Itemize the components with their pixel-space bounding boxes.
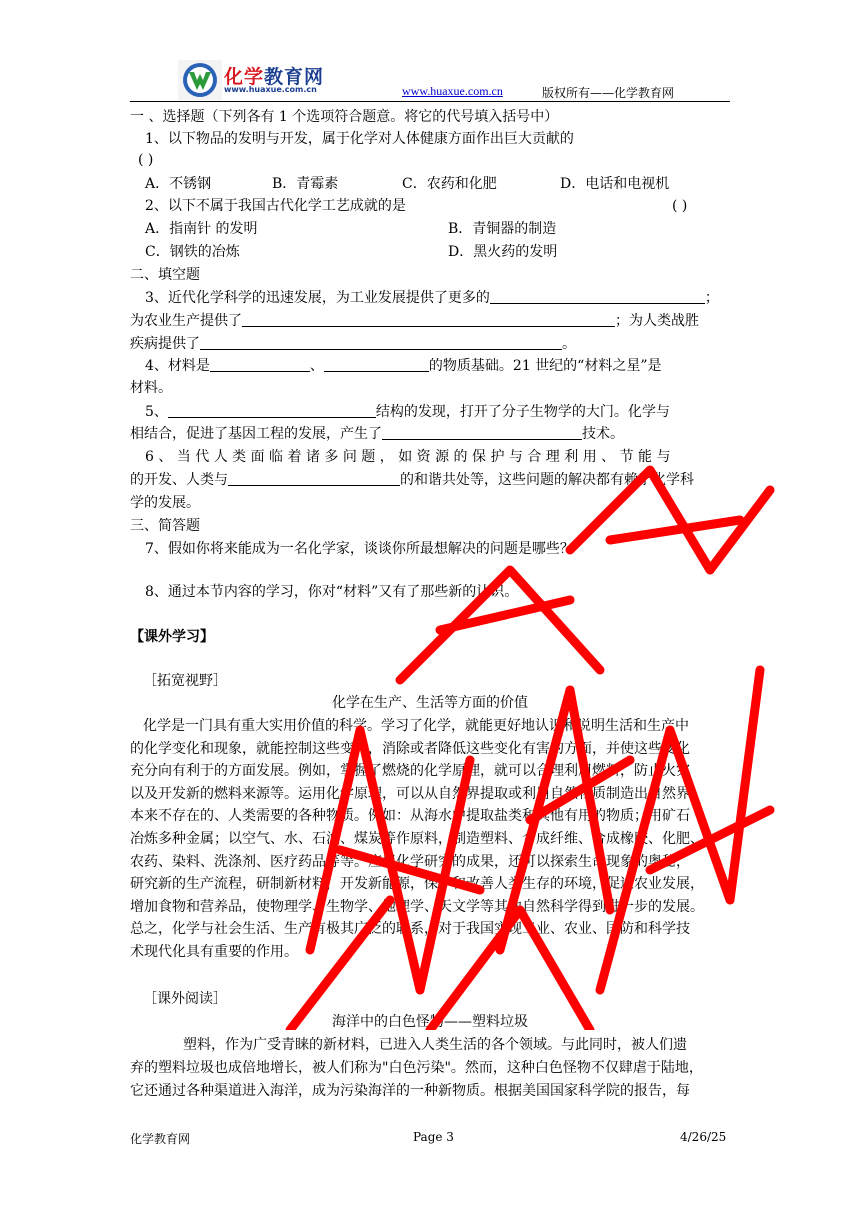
q2-option-c: C．钢铁的冶炼 [145, 244, 240, 260]
section2-title: 二、填空题 [130, 267, 200, 283]
article1-line: 增加食物和营养品，使物理学、生物学、地理学、天文学等其他自然科学得到进一步的发展。 [130, 898, 704, 915]
site-logo[interactable] [178, 60, 388, 100]
question-1: 1、以下物品的发明与开发，属于化学对人体健康方面作出巨大贡献的 [145, 131, 574, 147]
question-6-line1: 6 、 当 代 人 类 面 临 着 诸 多 问 题 ， 如 资 源 的 保 护 与 合 理 利 用 、 节 能 与 [145, 449, 671, 465]
q4-text-a: 4、材料是 [145, 358, 210, 374]
question-3-line3 [130, 335, 576, 353]
question-4-line2: 材料。 [130, 380, 172, 396]
q2-option-b: B．青铜器的制造 [448, 221, 557, 237]
q5-text-a-end: 结构的发现，打开了分子生物学的大门。化学与 [375, 404, 670, 420]
q1-option-a: A．不锈钢 [145, 176, 212, 192]
question-2: 2、以下不属于我国古代化学工艺成就的是 [145, 198, 406, 214]
site-url-link[interactable]: www.huaxue.com.cn [402, 84, 503, 98]
q6-blank-1 [228, 471, 400, 486]
q3-text-a: 3、近代化学科学的迅速发展，为工业发展提供了更多的 [145, 290, 490, 306]
footer-left: 化学教育网 [130, 1132, 191, 1146]
q3-text-c-end: 。 [562, 336, 576, 352]
q6-text-b: 的开发、人类与 [130, 472, 228, 488]
logo-name-red: 化学 [224, 66, 265, 88]
article1-line: 以及开发新的燃料来源等。运用化学原理，可以从自然界提取或利用自然物质制造出自然界 [130, 785, 690, 802]
question-5-line1 [145, 403, 670, 421]
q3-blank-2 [242, 312, 615, 327]
article1-title: 化学在生产、生活等方面的价值 [332, 695, 528, 711]
question-4-line1 [145, 357, 662, 375]
q1-option-b: B．青霉素 [272, 176, 339, 192]
article2-line: 弃的塑料垃圾也成倍地增长，被人们称为"白色污染"。然而，这种白色怪物不仅肆虐于陆地， [130, 1060, 703, 1076]
question-3-line2 [130, 312, 699, 330]
question-3-line1 [145, 289, 719, 307]
article1-line: 研究新的生产流程，研制新材料，开发新能源，保护和改善人类生存的环境，促进农业发展， [130, 876, 704, 893]
logo-name-blue: 教育网 [264, 66, 325, 88]
q5-text-b: 相结合，促进了基因工程的发展，产生了 [130, 426, 382, 442]
q3-text-a-end: ； [704, 290, 719, 306]
question-7: 7、假如你将来能成为一名化学家，谈谈你所最想解决的问题是哪些？ [145, 541, 574, 557]
q3-blank-3 [200, 335, 562, 350]
article1-line: 总之，化学与社会生活、生产有极其广泛的联系，对于我国实现工业、农业、国防和科学技 [130, 921, 690, 938]
q3-blank-1 [490, 289, 705, 304]
broaden-horizon-label: ［拓宽视野］ [143, 673, 227, 689]
q5-blank-2 [382, 425, 582, 440]
article2-line: 它还通过各种渠道进入海洋，成为污染海洋的一种新物质。根据美国国家科学院的报告，每 [130, 1083, 690, 1099]
article1-line: 术现代化具有重要的作用。 [130, 944, 298, 960]
q5-blank-1 [168, 403, 376, 418]
footer-date: 4/26/25 [680, 1130, 727, 1144]
q4-blank-1 [210, 357, 310, 372]
logo-url: www.huaxue.com.cn [224, 85, 317, 94]
question-1-answer-paren: ( ) [138, 152, 154, 168]
q2-option-d: D．黑火药的发明 [448, 244, 558, 260]
q4-blank-2 [324, 357, 429, 372]
q4-text-a-end: 的物质基础。21 世纪的“材料之星”是 [428, 358, 662, 374]
copyright-text: 版权所有——化学教育网 [542, 86, 675, 100]
q3-text-b-end: ；为人类战胜 [615, 313, 699, 329]
q5-text-b-end: 技术。 [582, 426, 624, 442]
question-5-line2 [130, 425, 624, 443]
section3-title: 三、简答题 [130, 518, 200, 534]
logo-emblem-icon [178, 60, 222, 100]
extra-reading-label: ［课外阅读］ [143, 991, 227, 1007]
question-2-answer-paren: ( ) [672, 198, 688, 214]
q1-option-d: D．电话和电视机 [560, 176, 670, 192]
article2-line: 塑料，作为广受青睐的新材料，已进入人类生活的各个领域。与此同时，被人们遗 [183, 1037, 687, 1053]
q5-text-a: 5、 [145, 404, 168, 420]
article1-line: 农药、染料、洗涤剂、医疗药品等等。应用化学研究的成果，还可以探索生命现象的奥秘， [130, 853, 690, 870]
header-divider [130, 101, 730, 102]
article1-line: 化学是一门具有重大实用价值的科学。学习了化学，就能更好地认识和说明生活和生产中 [143, 718, 689, 734]
q4-separator: 、 [309, 358, 324, 374]
q2-option-a: A．指南针 的发明 [145, 221, 258, 237]
question-6-line3: 学的发展。 [130, 495, 200, 511]
q3-text-b: 为农业生产提供了 [130, 313, 242, 329]
article1-line: 的化学变化和现象，就能控制这些变化，消除或者降低这些变化有害的方面，并使这些变化 [130, 740, 690, 757]
article1-line: 冶炼多种金属；以空气、水、石油、煤炭等作原料，制造塑料、合成纤维、合成橡胶、化肥、 [130, 831, 704, 847]
article2-title: 海洋中的白色怪物——塑料垃圾 [332, 1014, 528, 1030]
q6-text-b-end: 的和谐共处等，这些问题的解决都有赖于化学科 [400, 472, 694, 488]
q1-option-c: C．农药和化肥 [402, 176, 497, 192]
q3-text-c: 疾病提供了 [130, 336, 200, 352]
article1-line: 本来不存在的、人类需要的各种物质。例如：从海水中提取盐类和其他有用的物质；用矿石 [130, 808, 690, 825]
extra-study-heading: 【课外学习】 [130, 629, 214, 645]
section1-title: 一 、选择题（下列各有 1 个选项符合题意。将它的代号填入括号中） [130, 109, 559, 125]
question-6-line2 [130, 471, 694, 489]
footer-page-number: Page 3 [413, 1130, 454, 1144]
question-8: 8、通过本节内容的学习，你对“材料”又有了那些新的认识。 [145, 584, 519, 600]
article1-line: 充分向有利于的方面发展。例如，掌握了燃烧的化学原理，就可以合理利用燃料，防止火灾 [130, 763, 690, 780]
